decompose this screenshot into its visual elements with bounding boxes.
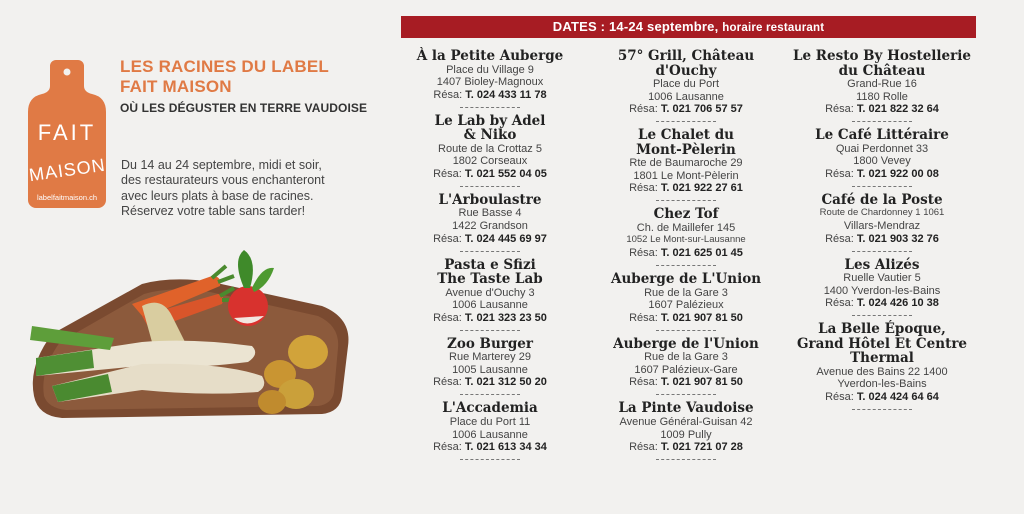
- restaurant-column-1: [400, 49, 580, 466]
- restaurant-entry: [792, 258, 972, 317]
- resa-label: Résa:: [629, 376, 658, 389]
- restaurant-address-line: 1801 Le Mont-Pèlerin: [633, 169, 739, 182]
- phone-number: T. 021 312 50 20: [464, 376, 547, 389]
- restaurant-name: La Belle Époque,: [818, 321, 946, 338]
- dates-banner: [401, 16, 976, 38]
- restaurant-address-line: 1005 Lausanne: [452, 363, 528, 376]
- phone-number: T. 021 552 04 05: [464, 167, 547, 180]
- intro-text: [121, 158, 381, 220]
- separator: [852, 409, 912, 410]
- phone-number: T. 021 706 57 57: [660, 103, 743, 116]
- separator: [460, 330, 520, 331]
- restaurant-phone: [400, 233, 580, 246]
- logo-text-fait: FAIT: [37, 120, 97, 145]
- restaurant-column-2: [596, 49, 776, 466]
- resa-label: Résa:: [629, 441, 658, 454]
- restaurant-phone: [596, 182, 776, 195]
- restaurant-name: Le Lab by Adel: [434, 112, 546, 129]
- restaurant-name: Mont-Pèlerin: [636, 141, 736, 158]
- separator: [852, 251, 912, 252]
- restaurant-name: Le Chalet du: [638, 127, 734, 144]
- restaurant-phone: [792, 297, 972, 310]
- restaurant-address-line: Ch. de Maillefer 145: [636, 221, 736, 234]
- resa-label: Résa:: [433, 232, 462, 245]
- restaurant-entry: [400, 258, 580, 331]
- restaurant-name: L'Arboulastre: [438, 191, 542, 208]
- restaurant-phone: [596, 376, 776, 389]
- restaurant-address-line: Route de Chardonney 1 1061: [819, 207, 945, 219]
- restaurant-name: Le Café Littéraire: [815, 127, 949, 144]
- restaurant-address-line: Rue de la Gare 3: [644, 286, 728, 299]
- phone-number: T. 024 433 11 78: [465, 88, 547, 101]
- restaurant-name: Le Resto By Hostellerie: [793, 48, 971, 64]
- phone-number: T. 024 424 64 64: [856, 390, 939, 403]
- restaurant-entry: [400, 49, 580, 108]
- headline-subtitle: OÙ LES DÉGUSTER EN TERRE VAUDOISE: [120, 101, 368, 115]
- restaurant-entry: [792, 322, 972, 410]
- restaurant-address-line: 1407 Bioley-Magnoux: [436, 76, 544, 89]
- resa-label: Résa:: [629, 182, 658, 195]
- separator: [656, 265, 716, 266]
- restaurant-name: Auberge de l'Union: [613, 335, 759, 352]
- restaurant-entry: [400, 193, 580, 252]
- restaurant-name: & Niko: [463, 127, 517, 144]
- logo-text-maison: MAISON: [27, 154, 107, 186]
- separator: [656, 394, 716, 395]
- vegetables-illustration: [22, 246, 362, 436]
- headline: [120, 57, 400, 115]
- restaurant-address-line: Yverdon-les-Bains: [837, 378, 927, 391]
- restaurant-column-3: [792, 49, 972, 416]
- restaurant-name: Grand Hôtel Et Centre: [796, 335, 968, 352]
- restaurant-entry: [792, 193, 972, 252]
- restaurant-address-line: Avenue d'Ouchy 3: [445, 286, 535, 299]
- separator: [460, 251, 520, 252]
- restaurant-address-line: Place du Village 9: [446, 63, 534, 76]
- headline-title-line1: LES RACINES DU LABEL: [120, 57, 329, 76]
- restaurant-address-line: Place du Port: [652, 78, 720, 90]
- separator: [460, 394, 520, 395]
- restaurant-phone: [400, 89, 580, 102]
- restaurant-name: Auberge de L'Union: [610, 271, 762, 288]
- restaurant-address-line: 1800 Vevey: [853, 155, 911, 168]
- restaurant-phone: [400, 312, 580, 325]
- restaurant-name: d'Ouchy: [655, 62, 717, 79]
- phone-number: T. 021 613 34 34: [464, 441, 547, 454]
- restaurant-name: Les Alizés: [844, 256, 920, 273]
- intro-line: Réservez votre table sans tarder!: [121, 204, 306, 219]
- phone-number: T. 021 922 00 08: [856, 167, 939, 180]
- restaurant-entry: [792, 128, 972, 187]
- restaurant-address-line: 1006 Lausanne: [452, 428, 528, 441]
- restaurant-name: 57° Grill, Château: [617, 48, 755, 64]
- restaurant-name: Chez Tof: [653, 206, 719, 223]
- separator: [656, 200, 716, 201]
- restaurant-address-line: Avenue Général-Guisan 42: [619, 415, 753, 428]
- restaurant-phone: [792, 168, 972, 181]
- separator: [656, 459, 716, 460]
- restaurant-address-line: 1802 Corseaux: [452, 155, 528, 168]
- resa-label: Résa:: [629, 247, 658, 260]
- restaurant-entry: [596, 207, 776, 266]
- restaurant-address-line: Rue de la Gare 3: [644, 351, 728, 364]
- phone-number: T. 021 907 81 50: [660, 311, 743, 324]
- restaurant-phone: [596, 247, 776, 260]
- resa-label: Résa:: [433, 441, 462, 454]
- restaurant-address-line: Grand-Rue 16: [847, 78, 917, 90]
- restaurant-name: Zoo Burger: [446, 335, 534, 352]
- restaurant-address-line: Place du Port 11: [449, 415, 531, 428]
- restaurant-name: du Château: [838, 62, 926, 79]
- resa-label: Résa:: [433, 376, 462, 389]
- restaurant-address-line: 1006 Lausanne: [648, 90, 724, 103]
- banner-main-text: DATES : 14-24 septembre,: [552, 19, 719, 34]
- restaurant-entry: [792, 49, 972, 122]
- restaurant-address-line: 1607 Palézieux-Gare: [634, 363, 738, 376]
- restaurant-address-line: 1052 Le Mont-sur-Lausanne: [626, 234, 746, 246]
- restaurant-phone: [596, 312, 776, 325]
- restaurant-address-line: Rte de Baumaroche 29: [629, 157, 743, 170]
- resa-label: Résa:: [825, 103, 854, 116]
- restaurant-name: À la Petite Auberge: [416, 48, 564, 64]
- fait-maison-logo: [26, 58, 108, 210]
- separator: [852, 186, 912, 187]
- restaurant-name: Café de la Poste: [821, 191, 943, 208]
- intro-line: Du 14 au 24 septembre, midi et soir,: [121, 158, 322, 172]
- restaurant-address-line: Route de la Crottaz 5: [438, 142, 542, 155]
- restaurant-phone: [400, 168, 580, 181]
- restaurant-name: Thermal: [850, 350, 914, 367]
- restaurant-entry: [596, 49, 776, 122]
- phone-number: T. 021 922 27 61: [660, 182, 743, 195]
- resa-label: Résa:: [825, 297, 854, 310]
- resa-label: Résa:: [629, 311, 658, 324]
- resa-label: Résa:: [825, 390, 854, 403]
- headline-title-line2: FAIT MAISON: [120, 77, 232, 96]
- phone-number: T. 024 426 10 38: [856, 297, 939, 310]
- restaurant-address-line: 1422 Grandson: [452, 219, 528, 232]
- restaurant-address-line: Avenue des Bains 22 1400: [816, 365, 948, 378]
- restaurant-address-line: 1009 Pully: [660, 428, 712, 441]
- restaurant-phone: [792, 391, 972, 404]
- phone-number: T. 021 721 07 28: [660, 441, 743, 454]
- separator: [656, 121, 716, 122]
- resa-label: Résa:: [433, 88, 463, 101]
- restaurant-address-line: 1180 Rolle: [856, 90, 908, 103]
- restaurant-name: La Pinte Vaudoise: [618, 400, 754, 417]
- restaurant-phone: [400, 441, 580, 454]
- restaurant-name: L'Accademia: [442, 400, 538, 417]
- restaurant-name: The Taste Lab: [437, 271, 543, 288]
- restaurant-entry: [596, 128, 776, 201]
- restaurant-entry: [400, 401, 580, 460]
- restaurant-entry: [400, 114, 580, 187]
- restaurant-entry: [596, 401, 776, 460]
- restaurant-phone: [792, 103, 972, 116]
- resa-label: Résa:: [825, 232, 854, 245]
- resa-label: Résa:: [629, 103, 658, 116]
- restaurant-address-line: Rue Basse 4: [458, 207, 522, 220]
- intro-line: des restaurateurs vous enchanteront: [121, 173, 325, 188]
- restaurant-address-line: 1006 Lausanne: [452, 299, 528, 312]
- phone-number: T. 021 907 81 50: [660, 376, 743, 389]
- separator: [656, 330, 716, 331]
- banner-small-text: horaire restaurant: [722, 22, 825, 34]
- separator: [460, 186, 520, 187]
- restaurant-entry: [400, 337, 580, 396]
- phone-number: T. 021 822 32 64: [856, 103, 939, 116]
- phone-number: T. 021 903 32 76: [856, 232, 939, 245]
- phone-number: T. 021 625 01 45: [660, 247, 743, 260]
- phone-number: T. 021 323 23 50: [464, 311, 547, 324]
- separator: [852, 315, 912, 316]
- separator: [460, 107, 520, 108]
- restaurant-phone: [596, 441, 776, 454]
- restaurant-address-line: Villars-Mendraz: [843, 219, 921, 232]
- resa-label: Résa:: [433, 311, 462, 324]
- phone-number: T. 024 445 69 97: [464, 232, 547, 245]
- restaurant-phone: [400, 376, 580, 389]
- restaurant-address-line: Ruelle Vautier 5: [843, 272, 921, 285]
- restaurant-address-line: 1400 Yverdon-les-Bains: [823, 284, 941, 297]
- restaurant-phone: [792, 233, 972, 246]
- restaurant-address-line: Rue Marterey 29: [449, 351, 531, 364]
- restaurant-phone: [596, 103, 776, 116]
- resa-label: Résa:: [825, 167, 854, 180]
- restaurant-address-line: Quai Perdonnet 33: [835, 142, 929, 155]
- logo-url: labelfaitmaison.ch: [36, 193, 98, 202]
- restaurant-entry: [596, 272, 776, 331]
- restaurant-address-line: 1607 Palézieux: [648, 299, 724, 312]
- separator: [852, 121, 912, 122]
- restaurant-entry: [596, 337, 776, 396]
- intro-line: avec leurs plats à base de racines.: [121, 188, 314, 203]
- resa-label: Résa:: [433, 167, 462, 180]
- restaurant-name: Pasta e Sfizi: [444, 256, 536, 273]
- separator: [460, 459, 520, 460]
